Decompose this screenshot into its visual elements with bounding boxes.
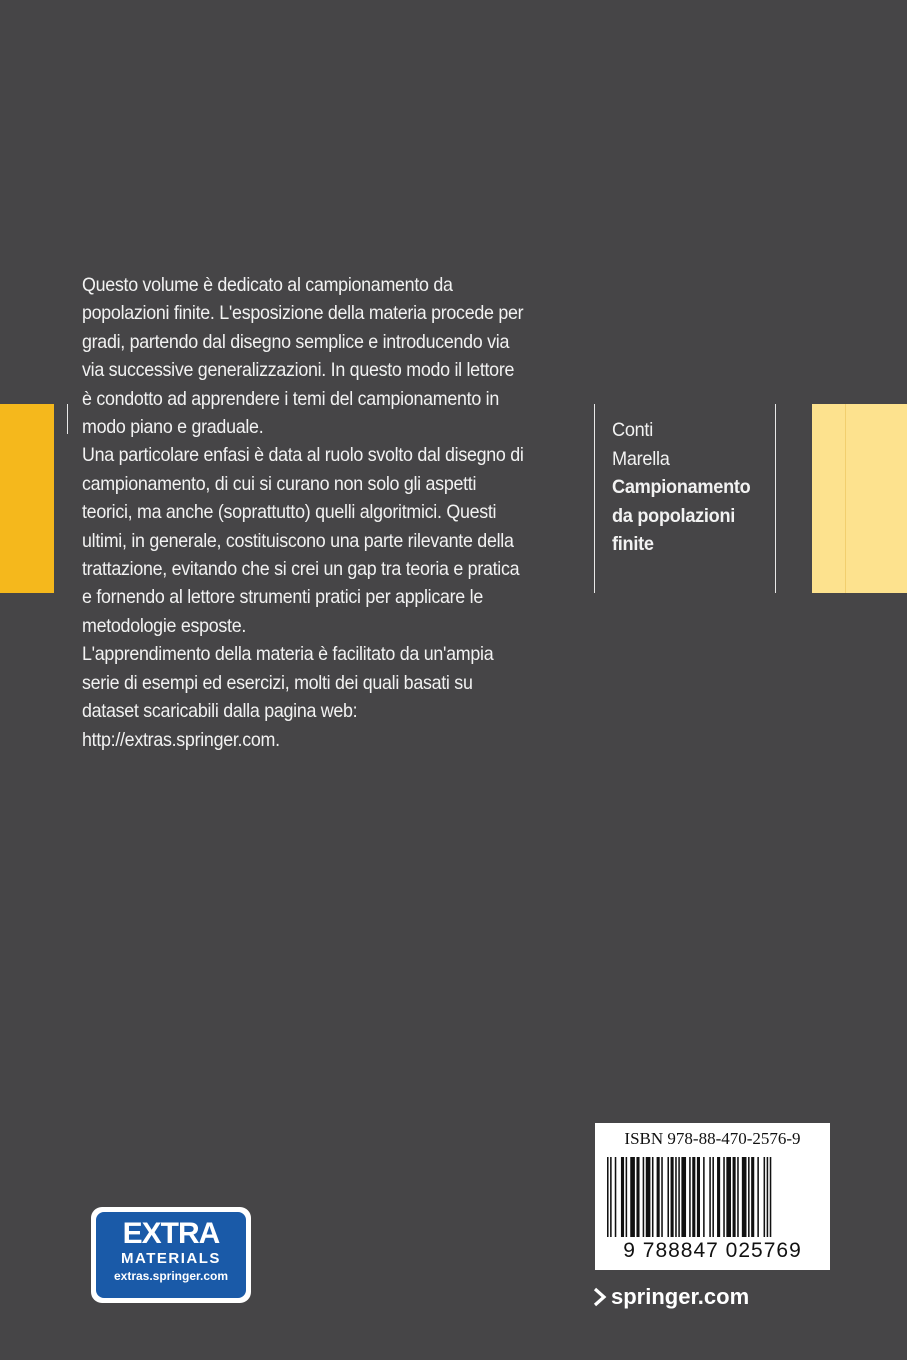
barcode-bar [671,1157,674,1237]
barcode-bar [751,1157,754,1237]
barcode-bar [652,1157,654,1237]
blurb-paragraph-2: Una particolare enfasi è data al ruolo svolto dal disegno di campionamento, di cui si curano non solo gli aspetti teorici, ma anche (soprattutto) quelli algoritmici. Questi ultimi, in generale, costituiscono una parte rilevante della trattazione, evitando che si crei un gap tra teoria e pratica e fornendo al lettore strumenti pratici per applicare le metodologie esposte. [82,445,524,637]
barcode-bar [742,1157,747,1237]
author-name: Conti [612,419,653,441]
yellow-accent-stripe-left [0,404,54,593]
back-cover-blurb [82,272,528,755]
barcode-bar [643,1157,645,1237]
barcode-bar [757,1157,759,1237]
barcode-bar [733,1157,736,1237]
book-title-line: da popolazioni [612,504,736,527]
barcode-bar [675,1157,677,1237]
barcode-bar [770,1157,772,1237]
barcode-bar [626,1157,628,1237]
barcode-bar [709,1157,711,1237]
barcode-bar [723,1157,725,1237]
book-title-line: finite [612,533,654,555]
barcode-bar [678,1157,680,1237]
book-title-line: Campionamento [612,476,751,498]
divider-line-left [67,404,68,434]
badge-panel [96,1212,246,1298]
barcode-bar [615,1157,617,1237]
barcode-bar [703,1157,705,1237]
spine-divider-left [594,404,595,593]
barcode-bar [717,1157,720,1237]
barcode-bar [646,1157,651,1237]
barcode-bar [636,1157,639,1237]
badge-title: EXTRA [122,1217,220,1250]
barcode-bar [667,1157,669,1237]
blurb-paragraph-3: L'apprendimento della materia è facilitato da un'ampia serie di esempi ed esercizi, molti dei quali basati su dataset scaricabili dalla pagina web: http://extras.springer.com. [82,644,494,751]
barcode-bar [697,1157,700,1237]
author-name: Marella [612,447,670,470]
barcode-bar [630,1157,635,1237]
badge-subtitle: MATERIALS [121,1250,221,1267]
spine-info [612,416,770,559]
barcode-bar [657,1157,660,1237]
barcode-bar [767,1157,769,1237]
barcode-bar [681,1157,686,1237]
yellow-accent-stripe-right [812,404,907,593]
barcode-bar [610,1157,612,1237]
stripe-divider [845,404,846,593]
barcode-bar [737,1157,739,1237]
badge-url: extras.springer.com [113,1269,229,1283]
isbn-label: ISBN 978-88-470-2576-9 [624,1129,801,1148]
barcode-bar [748,1157,750,1237]
barcode-bar [712,1157,714,1237]
spine-divider-right [775,404,776,593]
barcode-bar [726,1157,731,1237]
publisher-link-text: springer.com [611,1284,750,1309]
barcode-bar [607,1157,609,1237]
extra-materials-badge [91,1207,251,1303]
barcode-bar [621,1157,624,1237]
isbn-digits: 9 788847 025769 [623,1239,802,1262]
barcode-bars [607,1157,818,1237]
publisher-website[interactable] [593,1284,749,1310]
barcode-bar [661,1157,663,1237]
barcode-bar [764,1157,766,1237]
blurb-paragraph-1: Questo volume è dedicato al campionamento da popolazioni finite. L'esposizione della materia procede per gradi, partendo dal disegno semplice e introducendo via via successive generalizzazioni. In questo modo il lettore è condotto ad apprendere i temi del campionamento in modo piano e graduale. [82,275,524,439]
barcode-bar [692,1157,695,1237]
isbn-barcode [595,1123,830,1270]
chevron-right-icon [593,1287,607,1307]
barcode-bar [689,1157,691,1237]
